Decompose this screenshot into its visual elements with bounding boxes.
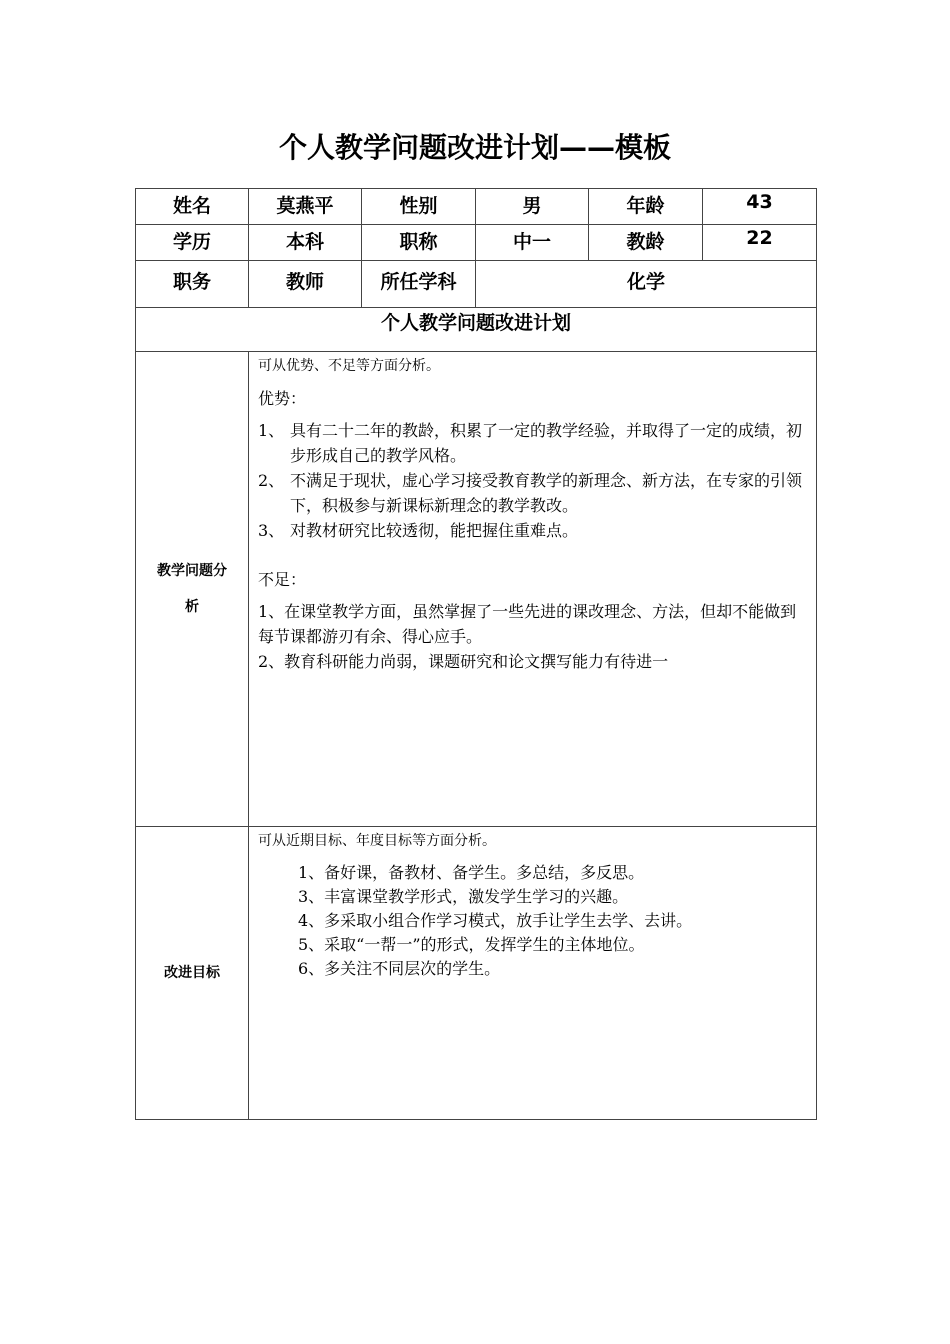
position-value[interactable]: 教师: [249, 261, 362, 308]
weaknesses-heading: 不足：: [258, 570, 307, 589]
strength-number: 3、: [258, 521, 285, 540]
strength-number: 2、: [258, 471, 285, 490]
goal-item: 4、多采取小组合作学习模式，放手让学生去学、去讲。: [298, 911, 693, 930]
strengths-heading: 优势：: [258, 389, 307, 408]
goal-item: 1、备好课，备教材、备学生。多总结，多反思。: [298, 863, 645, 882]
weakness-item: 2、教育科研能力尚弱，课题研究和论文撰写能力有待进一: [258, 652, 669, 671]
education-label: 学历: [136, 225, 249, 261]
analysis-label-line-1: 教学问题分: [157, 563, 227, 579]
goal-item: 3、丰富课堂教学形式，激发学生学习的兴趣。: [298, 887, 629, 906]
position-label: 职务: [136, 261, 249, 308]
rank-value[interactable]: 中一: [476, 225, 589, 261]
strength-text: 不满足于现状，虚心学习接受教育教学的新理念、新方法，在专家的引领下，积极参与新课标新理念的教学教改。: [290, 471, 803, 515]
rank-label: 职称: [362, 225, 476, 261]
teaching-years-label: 教龄: [589, 225, 703, 261]
goals-row: [136, 827, 817, 1120]
analysis-row: [136, 352, 817, 827]
goal-item: 6、多关注不同层次的学生。: [298, 959, 501, 978]
subject-value[interactable]: 化学: [476, 261, 817, 308]
education-value[interactable]: 本科: [249, 225, 362, 261]
strength-item: [258, 468, 808, 518]
plan-form-table: [135, 188, 817, 1120]
goal-item: 5、采取“一帮一”的形式，发挥学生的主体地位。: [298, 935, 645, 954]
goals-list: [298, 861, 808, 981]
name-value[interactable]: 莫燕平: [249, 189, 362, 225]
analysis-content[interactable]: [249, 352, 817, 827]
goals-label: 改进目标: [136, 827, 249, 1120]
age-label: 年龄: [589, 189, 703, 225]
plan-heading-row: [136, 308, 817, 352]
teaching-years-value[interactable]: 22: [703, 225, 817, 261]
info-row-1: [136, 189, 817, 225]
goals-hint: 可从近期目标、年度目标等方面分析。: [258, 833, 496, 849]
gender-value[interactable]: 男: [476, 189, 589, 225]
strength-number: 1、: [258, 421, 285, 440]
analysis-label: [136, 352, 249, 827]
strength-item: [258, 518, 808, 543]
goals-content[interactable]: [249, 827, 817, 1120]
gender-label: 性别: [362, 189, 476, 225]
analysis-label-line-2: 析: [185, 599, 199, 615]
info-row-3: [136, 261, 817, 308]
plan-heading: 个人教学问题改进计划: [136, 308, 817, 352]
strength-text: 对教材研究比较透彻，能把握住重难点。: [290, 521, 579, 540]
document-title: 个人教学问题改进计划——模板: [278, 131, 671, 164]
info-row-2: [136, 225, 817, 261]
weakness-item: 1、在课堂教学方面，虽然掌握了一些先进的课改理念、方法，但却不能做到每节课都游刃有余、得心应手。: [258, 602, 797, 646]
subject-label: 所任学科: [362, 261, 476, 308]
age-value[interactable]: 43: [703, 189, 817, 225]
strength-text: 具有二十二年的教龄，积累了一定的教学经验，并取得了一定的成绩，初步形成自己的教学风格。: [290, 421, 803, 465]
strength-item: [258, 418, 808, 468]
analysis-hint: 可从优势、不足等方面分析。: [258, 358, 440, 374]
name-label: 姓名: [136, 189, 249, 225]
